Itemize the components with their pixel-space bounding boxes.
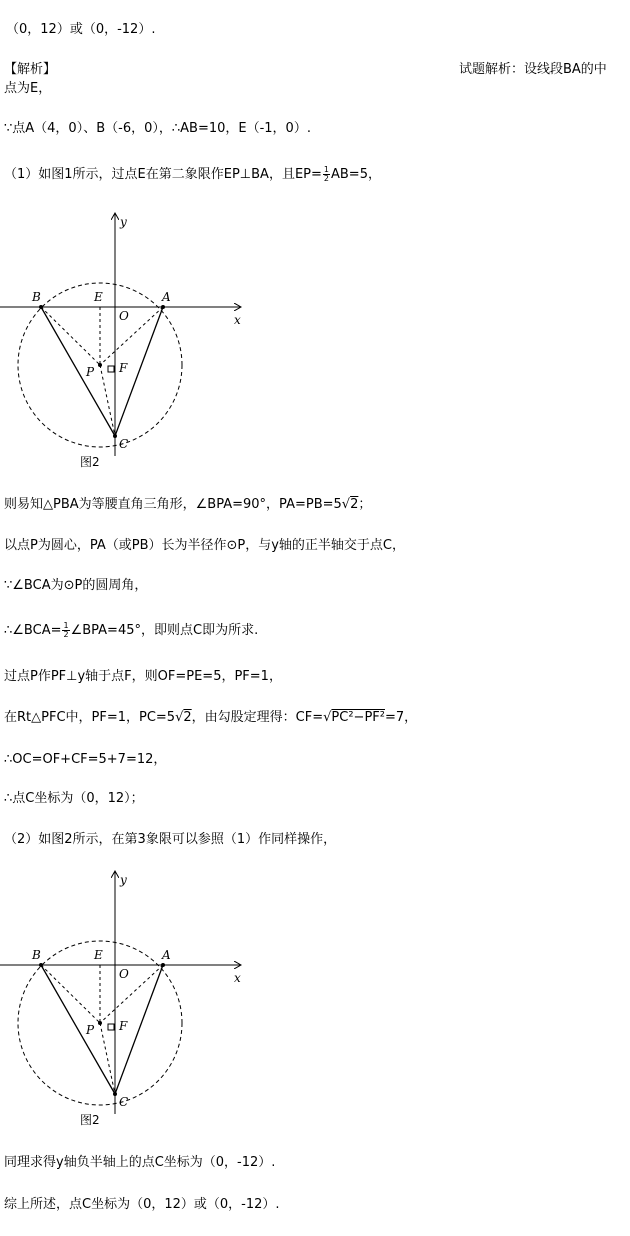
label-y: y: [120, 873, 127, 887]
label-x: x: [234, 971, 241, 985]
sqrt-sign: √: [175, 710, 184, 725]
isosceles-right-triangle: [4, 497, 371, 513]
point-p: [98, 363, 102, 367]
fraction-half: [323, 166, 330, 183]
radicand: 2: [350, 497, 359, 512]
point-c: [113, 1092, 117, 1096]
figure-2: [0, 866, 260, 1136]
segment-pc: [100, 365, 115, 436]
analysis-intro-continued: 点为E，: [4, 81, 52, 96]
point-a: [161, 963, 165, 967]
conclusion: 综上所述，点C坐标为（0，12）或（0，-12）.: [4, 1197, 280, 1212]
radicand: 2: [183, 710, 192, 725]
pythagorean-step: [4, 710, 417, 726]
circle-construction: 以点P为圆心，PA（或PB）长为半径作⊙P，与y轴的正半轴交于点C，: [4, 538, 406, 553]
label-p: P: [86, 1023, 95, 1037]
label-b: B: [32, 290, 41, 304]
segment-pb: [41, 307, 100, 365]
label-x: x: [234, 313, 241, 327]
sqrt-sign: √: [341, 497, 351, 512]
step-1-construction: [4, 166, 381, 183]
sqrt-sign-2: √: [323, 710, 332, 725]
label-c: C: [119, 1095, 129, 1109]
text-mid: ，由勾股定理得：CF=: [191, 710, 324, 725]
label-b: B: [32, 948, 41, 962]
figure-1: [0, 208, 260, 478]
segment-pa: [100, 965, 163, 1023]
perpendicular-pf: 过点P作PF⊥y轴于点F，则OF=PE=5，PF=1，: [4, 669, 282, 684]
right-angle-mark: [108, 1024, 114, 1030]
radicand-2: PC²−PF²: [331, 710, 385, 725]
figure-caption: 图2: [80, 455, 100, 469]
figure-caption: 图2: [80, 1113, 100, 1127]
text: 在Rt△PFC中，PF=1，PC=5: [4, 710, 176, 725]
segment-bc: [41, 965, 115, 1094]
label-a: A: [162, 948, 171, 962]
fraction-half: [62, 622, 69, 639]
fraction-numerator: 1: [63, 621, 69, 630]
top-answer: （0，12）或（0，-12）.: [6, 22, 156, 37]
text: ∴∠BCA=: [4, 623, 62, 638]
point-a: [161, 305, 165, 309]
analysis-intro: 试题解析：设线段BA的中: [459, 62, 607, 77]
label-p: P: [86, 365, 95, 379]
fraction-numerator: 1: [323, 165, 329, 174]
label-c: C: [119, 437, 129, 451]
analysis-label: 【解析】: [4, 62, 57, 77]
negative-half-axis-result: 同理求得y轴负半轴上的点C坐标为（0，-12）.: [4, 1155, 276, 1170]
fraction-denominator: 2: [63, 630, 69, 639]
label-a: A: [162, 290, 171, 304]
point-b: [39, 963, 43, 967]
step-2-intro: （2）如图2所示，在第3象限可以参照（1）作同样操作，: [4, 832, 337, 847]
label-o: O: [119, 309, 129, 323]
right-angle-mark: [108, 366, 114, 372]
label-f: F: [119, 1019, 128, 1033]
text-end: =7，: [384, 710, 418, 725]
text-end: ；: [358, 497, 372, 512]
step-1-text: （1）如图1所示，过点E在第二象限作EP⊥BA，且EP=: [4, 167, 322, 182]
segment-pa: [100, 307, 163, 365]
inscribed-angle-note: ∵∠BCA为⊙P的圆周角，: [4, 578, 148, 593]
oc-length: ∴OC=OF+CF=5+7=12，: [4, 752, 167, 767]
angle-bca: [4, 622, 258, 639]
segment-pb: [41, 965, 100, 1023]
step-1-text-end: AB=5，: [331, 167, 381, 182]
point-c: [113, 434, 117, 438]
label-y: y: [120, 215, 127, 229]
label-e: E: [94, 948, 103, 962]
point-p: [98, 1021, 102, 1025]
point-c-coordinate: ∴点C坐标为（0，12）；: [4, 791, 144, 806]
fraction-denominator: 2: [323, 174, 329, 183]
point-b: [39, 305, 43, 309]
label-f: F: [119, 361, 128, 375]
step-coordinates: ∵点A（4，0）、B（-6，0），∴AB=10，E（-1，0）.: [4, 121, 311, 136]
text: 则易知△PBA为等腰直角三角形，∠BPA=90°，PA=PB=5: [4, 497, 342, 512]
label-o: O: [119, 967, 129, 981]
segment-bc: [41, 307, 115, 436]
label-e: E: [94, 290, 103, 304]
text-end: ∠BPA=45°，即则点C即为所求.: [70, 623, 259, 638]
segment-pc: [100, 1023, 115, 1094]
